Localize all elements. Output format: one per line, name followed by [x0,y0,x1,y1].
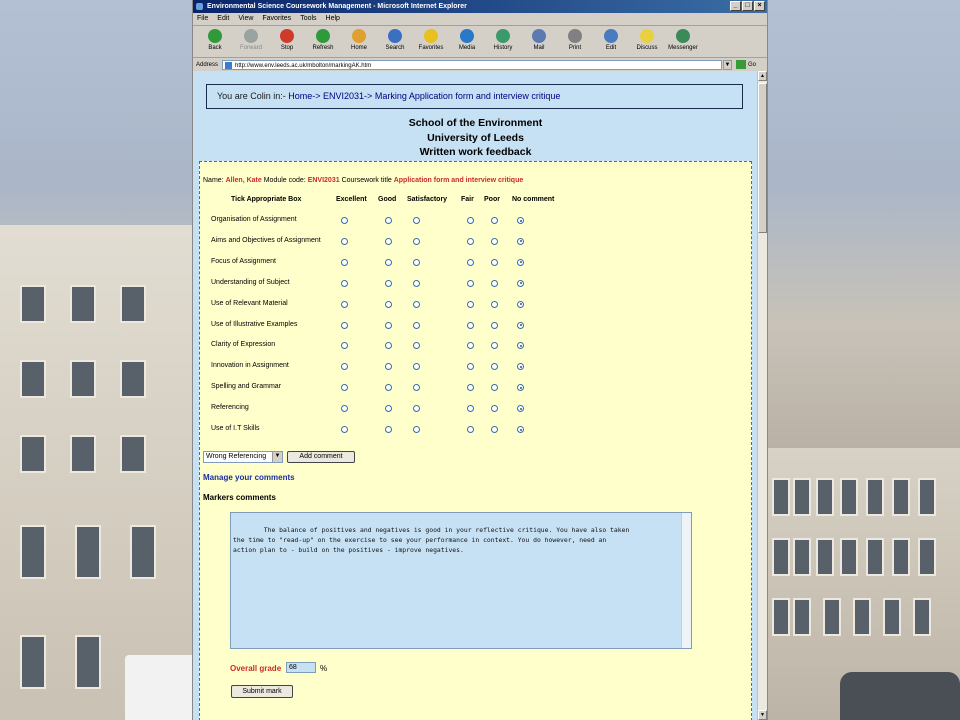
rating-radio[interactable] [491,280,498,287]
toolbar-button-label: Forward [239,45,262,51]
toolbar [193,26,767,58]
menu-file[interactable]: File [197,15,209,22]
rating-radio[interactable] [341,259,348,266]
back-icon [208,29,222,43]
column-header: Good [378,196,397,203]
menu-tools[interactable]: Tools [300,15,317,22]
rating-radio[interactable] [517,405,524,412]
rating-radio[interactable] [385,259,392,266]
overall-grade-value: 68 [289,664,297,671]
chevron-down-icon[interactable]: ▼ [272,452,282,462]
rating-radio[interactable] [341,238,348,245]
rating-radio[interactable] [517,363,524,370]
rating-radio[interactable] [491,342,498,349]
rating-radio[interactable] [341,301,348,308]
rating-radio[interactable] [385,426,392,433]
page-scrollbar[interactable] [757,71,767,720]
add-comment-button[interactable]: Add comment [287,451,355,463]
criterion-label: Focus of Assignment [211,257,276,265]
toolbar-edit-button[interactable] [593,26,629,56]
rating-radio[interactable] [413,259,420,266]
rating-radio[interactable] [341,384,348,391]
rating-radio[interactable] [517,259,524,266]
overall-grade-label: Overall grade [230,664,282,673]
rating-radio[interactable] [467,384,474,391]
rating-radio[interactable] [467,217,474,224]
submit-mark-button[interactable]: Submit mark [231,685,293,698]
markers-comments-textarea[interactable] [230,512,692,649]
rating-radio[interactable] [491,363,498,370]
module-code: ENVI2031 [307,177,340,184]
criterion-label: Aims and Objectives of Assignment [211,236,321,244]
rating-radio[interactable] [467,426,474,433]
rating-radio[interactable] [517,280,524,287]
menu-view[interactable]: View [238,15,254,22]
toolbar-favorites-button[interactable] [413,26,449,56]
toolbar-messenger-button[interactable] [665,26,701,56]
comment-select[interactable] [203,451,283,463]
scroll-up-icon[interactable]: ▲ [758,71,767,81]
maximize-button[interactable]: □ [742,1,753,11]
criterion-label: Referencing [211,404,249,412]
criterion-label: Organisation of Assignment [211,216,297,223]
rating-radio[interactable] [467,259,474,266]
rating-radio[interactable] [517,384,524,391]
title-bar [193,0,767,13]
rating-radio[interactable] [385,405,392,412]
coursework-title-label: Coursework title [341,177,392,184]
rating-radio[interactable] [517,301,524,308]
column-header: Excellent [336,196,367,203]
table-corner-header: Tick Appropriate Box [231,196,302,203]
rating-radio[interactable] [341,217,348,224]
markers-comments-text: The balance of positives and negatives is good in your reflective critique. You have also taken the time to "read-up" on the exercise to see your performance in context. You do however, need an action plan to - build on the positives - improve negatives. [233,526,630,554]
percent-sign: % [320,664,328,673]
refresh-icon [316,29,330,43]
background-vehicle [125,655,192,720]
rating-radio[interactable] [467,342,474,349]
home-icon [352,29,366,43]
manage-comments-link[interactable]: Manage your comments [203,473,295,482]
rating-radio[interactable] [467,301,474,308]
page-icon [225,62,232,69]
toolbar-button-label: Edit [605,45,617,51]
toolbar-search-button[interactable] [377,26,413,56]
column-header: No comment [512,196,555,203]
column-header: Fair [461,196,474,203]
minimize-button[interactable]: _ [730,1,741,11]
rating-radio[interactable] [413,384,420,391]
background-car [840,672,960,720]
student-info [203,177,523,184]
rating-radio[interactable] [413,426,420,433]
breadcrumb-home-link[interactable]: Home [288,91,313,101]
rating-radio[interactable] [413,238,420,245]
toolbar-button-label: Media [458,45,476,51]
toolbar-mail-button[interactable] [521,26,557,56]
scroll-thumb[interactable] [758,83,767,233]
menu-help[interactable]: Help [325,15,340,22]
menu-edit[interactable]: Edit [217,15,230,22]
rating-radio[interactable] [385,342,392,349]
rating-radio[interactable] [413,301,420,308]
toolbar-home-button[interactable] [341,26,377,56]
rating-radio[interactable] [491,238,498,245]
criterion-label: Use of I.T Skills [211,425,260,432]
rating-radio[interactable] [341,280,348,287]
history-icon [496,29,510,43]
student-name: Allen, Kate [225,177,262,184]
breadcrumb-current: Marking Application form and interview critique [374,91,561,101]
toolbar-history-button[interactable] [485,26,521,56]
go-arrow-icon [736,60,746,69]
rating-radio[interactable] [341,342,348,349]
rating-radio[interactable] [467,238,474,245]
rating-radio[interactable] [385,322,392,329]
criterion-label: Innovation in Assignment [211,362,289,370]
close-button[interactable]: × [754,1,765,11]
toolbar-forward-button[interactable] [233,26,269,56]
rating-radio[interactable] [517,342,524,349]
rating-radio[interactable] [517,238,524,245]
toolbar-discuss-button[interactable] [629,26,665,56]
toolbar-button-label: Messenger [668,45,698,51]
breadcrumb-prefix: You are Colin in:- [217,91,289,101]
breadcrumb [206,84,743,109]
heading-school: School of the Environment [408,117,543,129]
rating-radio[interactable] [467,405,474,412]
criterion-label: Spelling and Grammar [211,383,282,391]
toolbar-button-label: Back [208,45,222,51]
rating-radio[interactable] [491,426,498,433]
textarea-scrollbar[interactable] [681,513,691,648]
toolbar-button-label: Stop [280,45,294,51]
breadcrumb-module-link[interactable]: ENVI2031 [323,91,365,101]
rating-radio[interactable] [385,384,392,391]
overall-grade-input[interactable] [286,662,316,673]
menu-favorites[interactable]: Favorites [262,15,292,22]
address-bar [193,58,767,72]
rating-radio[interactable] [385,301,392,308]
breadcrumb-separator: -> [364,91,373,101]
menu-bar [193,13,767,26]
toolbar-back-button[interactable] [197,26,233,56]
address-dropdown-button[interactable]: ▼ [724,61,731,68]
heading-university: University of Leeds [427,131,524,144]
rating-radio[interactable] [341,322,348,329]
go-label: Go [748,61,757,68]
module-label: Module code: [263,177,306,184]
rating-radio[interactable] [517,322,524,329]
rating-radio[interactable] [491,322,498,329]
rating-radio[interactable] [467,363,474,370]
rating-radio[interactable] [413,405,420,412]
markers-comments-label: Markers comments [203,493,276,502]
page-heading [193,116,758,160]
rating-radio[interactable] [385,363,392,370]
comment-select-value: Wrong Referencing [206,453,267,460]
rating-radio[interactable] [385,238,392,245]
window-title: Environmental Science Coursework Management - Microsoft Internet Explorer [207,3,467,10]
rating-radio[interactable] [341,405,348,412]
messenger-icon [676,29,690,43]
rating-radio[interactable] [385,217,392,224]
criterion-label: Understanding of Subject [211,278,290,286]
rating-radio[interactable] [385,280,392,287]
breadcrumb-separator: -> [312,91,321,101]
heading-title: Written work feedback [419,146,532,158]
toolbar-button-label: Discuss [636,45,658,51]
rating-radio[interactable] [517,217,524,224]
name-label: Name: [203,177,224,184]
mail-icon [532,29,546,43]
media-icon [460,29,474,43]
rating-radio[interactable] [341,363,348,370]
toolbar-button-label: History [493,45,513,51]
search-icon [388,29,402,43]
criterion-label: Use of Illustrative Examples [211,320,298,328]
rating-radio[interactable] [413,280,420,287]
address-label: Address [196,61,219,68]
rating-radio[interactable] [413,217,420,224]
rating-radio[interactable] [491,384,498,391]
toolbar-button-label: Refresh [312,45,334,51]
column-header: Satisfactory [407,196,448,203]
toolbar-print-button[interactable] [557,26,593,56]
rating-radio[interactable] [341,426,348,433]
browser-window [192,0,768,720]
rating-radio[interactable] [491,405,498,412]
rating-radio[interactable] [413,342,420,349]
toolbar-button-label: Home [350,45,367,51]
rating-radio[interactable] [467,280,474,287]
rating-radio[interactable] [491,217,498,224]
edit-icon [604,29,618,43]
favorites-icon [424,29,438,43]
print-icon [568,29,582,43]
toolbar-stop-button[interactable] [269,26,305,56]
rating-radio[interactable] [467,322,474,329]
rating-radio[interactable] [491,301,498,308]
toolbar-refresh-button[interactable] [305,26,341,56]
rating-radio[interactable] [517,426,524,433]
rating-radio[interactable] [491,259,498,266]
feedback-form [199,161,752,720]
go-button[interactable] [736,60,756,69]
toolbar-button-label: Search [385,45,405,51]
toolbar-button-label: Mail [533,45,545,51]
toolbar-media-button[interactable] [449,26,485,56]
criterion-label: Use of Relevant Material [211,299,288,307]
ie-icon [196,3,203,10]
column-header: Poor [484,196,500,203]
coursework-title: Application form and interview critique [393,177,524,184]
page-content [193,71,758,720]
discuss-icon [640,29,654,43]
rating-radio[interactable] [413,363,420,370]
address-url: http://www.env.leeds.ac.uk/mbolton/markingAK.htm [235,62,372,69]
stop-icon [280,29,294,43]
background-building-left [0,225,192,720]
address-input[interactable] [222,60,722,70]
forward-icon [244,29,258,43]
scroll-down-icon[interactable]: ▼ [758,710,767,720]
rating-radio[interactable] [413,322,420,329]
criterion-label: Clarity of Expression [211,341,276,349]
toolbar-button-label: Print [568,45,582,51]
toolbar-button-label: Favorites [418,45,444,51]
